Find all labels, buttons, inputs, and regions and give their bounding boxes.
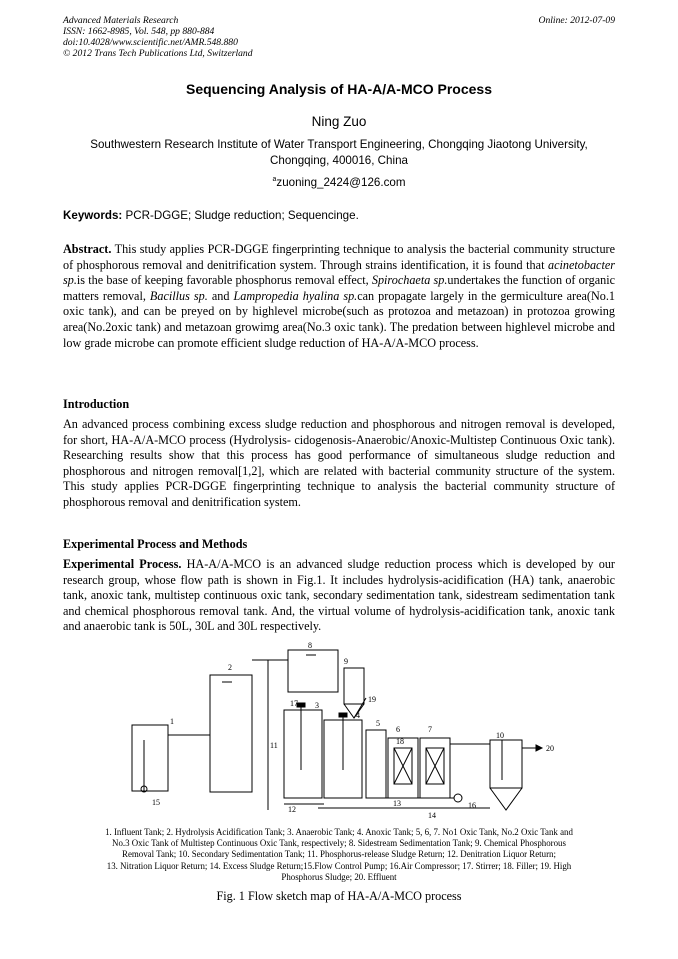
label-5: 5	[376, 719, 380, 728]
abstract-text-4: and	[207, 288, 234, 303]
air-compressor-16	[454, 794, 462, 802]
experimental-process-label: Experimental Process.	[63, 557, 182, 571]
label-10: 10	[496, 731, 504, 740]
influent-tank	[132, 725, 168, 791]
stirrer-17-motor	[297, 703, 305, 707]
effluent-arrow	[536, 745, 542, 751]
legend-line-2: No.3 Oxic Tank of Multistep Continuous Oxic Tank, respectively; 8. Sidestream Sedimentation Tank; 9. Chemical Phosphorous	[112, 838, 566, 849]
abstract-paragraph	[63, 242, 615, 351]
label-3: 3	[315, 701, 319, 710]
legend-line-1: 1. Influent Tank; 2. Hydrolysis Acidification Tank; 3. Anaerobic Tank; 4. Anoxic Tank; 5, 6, 7. No1 Oxic Tank, No.2 Oxic Tank and	[105, 827, 573, 837]
issn-line: ISSN: 1662-8985, Vol. 548, pp 880-884	[63, 26, 215, 37]
legend-line-4: 13. Nitration Liquor Return; 14. Excess Sludge Return;15.Flow Control Pump; 16.Air Compressor; 17. Stirrer; 18. Filler; 19. High	[106, 860, 572, 871]
species-bacillus: Bacillus sp.	[149, 288, 208, 303]
introduction-heading: Introduction	[63, 397, 130, 411]
abstract-text-1: This study applies PCR-DGGE fingerprinting technique to analysis the bacterial community structure of phosphorous removal and denitrification system. Through strains identification, it is found that	[63, 242, 615, 272]
affiliation-line-1: Southwestern Research Institute of Water Transport Engineering, Chongqing Jiaotong University,	[90, 138, 588, 151]
running-header	[63, 15, 253, 59]
methods-text: HA-A/A-MCO is an advanced sludge reduction process which is developed by our research group, whose flow path is shown in Fig.1. It includes hydrolysis-acidification (HA) tank, anaerobic tank, anoxic tank, multistep continuous oxic tank, secondary sedimentation tank, sidestream sedimentation tank and chemical phosphorous removal tank. And, the virtual volume of hydrolysis-acidification tank, anoxic tank and anaerobic tank is 50L, 30L and 30L respectively.	[63, 557, 615, 634]
oxic-tank-no2	[388, 738, 418, 798]
label-6: 6	[396, 725, 400, 734]
label-8: 8	[308, 641, 312, 650]
sidestream-sedimentation-tank	[288, 650, 338, 692]
abstract-text-2: is the base of keeping favorable phosphorus removal effect,	[76, 273, 372, 288]
doi-line: doi:10.4028/www.scientific.net/AMR.548.880	[63, 37, 238, 48]
methods-paragraph	[63, 557, 615, 635]
flow-diagram	[118, 640, 558, 820]
label-4: 4	[356, 711, 360, 720]
figure-legend	[62, 827, 616, 883]
abstract-text-3: undertakes the function of organic matters removal,	[63, 273, 616, 303]
email-address: zuoning_2424@126.com	[276, 176, 406, 189]
secondary-sedimentation-tank	[490, 740, 522, 788]
abstract-text-5: can propagate largely in the germiculture area(No.1 oxic tank), and can be preyed on by highlevel microbe(such as protozoa and metazoan) in protozoa growing area(No.2oxic tank) and metazoan growimg area(No.3 oxic tank). The predation between highlevel microbe and low grade microbe can promote efficient sludge reduction of HA-A/A-MCO process.	[63, 288, 616, 350]
label-15: 15	[152, 798, 160, 807]
figure-caption: Fig. 1 Flow sketch map of HA-A/A-MCO process	[216, 889, 462, 903]
flow-sketch-figure	[118, 640, 558, 820]
oxic-tank-no1	[366, 730, 386, 798]
author-name: Ning Zuo	[311, 114, 367, 129]
label-14: 14	[428, 811, 436, 820]
keywords-list: PCR-DGGE; Sludge reduction; Sequencinge.	[122, 209, 359, 222]
hydrolysis-tank	[210, 675, 252, 792]
keywords-label: Keywords:	[63, 209, 123, 222]
label-19: 19	[368, 695, 376, 704]
legend-line-3: Removal Tank; 10. Secondary Sedimentation Tank; 11. Phosphorus-release Sludge Return; 12. Denitration Liquor Return;	[122, 849, 556, 860]
journal-name: Advanced Materials Research	[63, 15, 179, 26]
affiliation	[60, 137, 618, 168]
introduction-paragraph: An advanced process combining excess sludge reduction and phosphorous and nitrogen removal is developed, for short, HA-A/A-MCO process (Hydrolysis- cidogenosis-Anaerobic/Anoxic-Multistep Continuous Oxic tank). Researching results show that this process has good performance of simultaneous sludge reduction and phosphorous and nitrogen removal[1,2], which are related with bacterial community structure of the system. This study applies PCR-DGGE fingerprinting technique to analysis the bacterial community structure of phosphorous removal and denitrification system.	[63, 417, 615, 509]
author-email	[0, 176, 678, 189]
affiliation-line-2: Chongqing, 400016, China	[270, 153, 408, 167]
label-9: 9	[344, 657, 348, 666]
species-acinetobacter: acinetobacter sp.	[63, 257, 615, 288]
label-1: 1	[170, 717, 174, 726]
keywords	[63, 209, 359, 222]
oxic-tank-no3	[420, 738, 450, 798]
label-17: 17	[290, 699, 298, 708]
label-2: 2	[228, 663, 232, 672]
species-lampropedia: Lampropedia hyalina sp.	[233, 288, 358, 303]
copyright-line: © 2012 Trans Tech Publications Ltd, Switzerland	[63, 48, 253, 59]
label-11: 11	[270, 741, 278, 750]
label-7: 7	[428, 725, 432, 734]
anaerobic-tank	[284, 710, 322, 798]
label-16: 16	[468, 801, 476, 810]
legend-line-5: Phosphorus Sludge; 20. Effluent	[281, 871, 397, 882]
species-spirochaeta: Spirochaeta sp.	[371, 273, 448, 288]
methods-heading: Experimental Process and Methods	[63, 537, 248, 551]
label-20: 20	[546, 744, 554, 753]
abstract-label: Abstract.	[63, 242, 112, 256]
email-superscript: a	[272, 176, 277, 184]
label-12: 12	[288, 805, 296, 814]
label-13: 13	[393, 799, 401, 808]
online-date: Online: 2012-07-09	[538, 15, 615, 26]
anoxic-stirrer-motor	[339, 713, 347, 717]
secondary-tank-cone	[490, 788, 522, 810]
chemical-phosphorus-tank	[344, 668, 364, 704]
label-18: 18	[396, 737, 404, 746]
paper-title: Sequencing Analysis of HA-A/A-MCO Process	[186, 81, 492, 97]
